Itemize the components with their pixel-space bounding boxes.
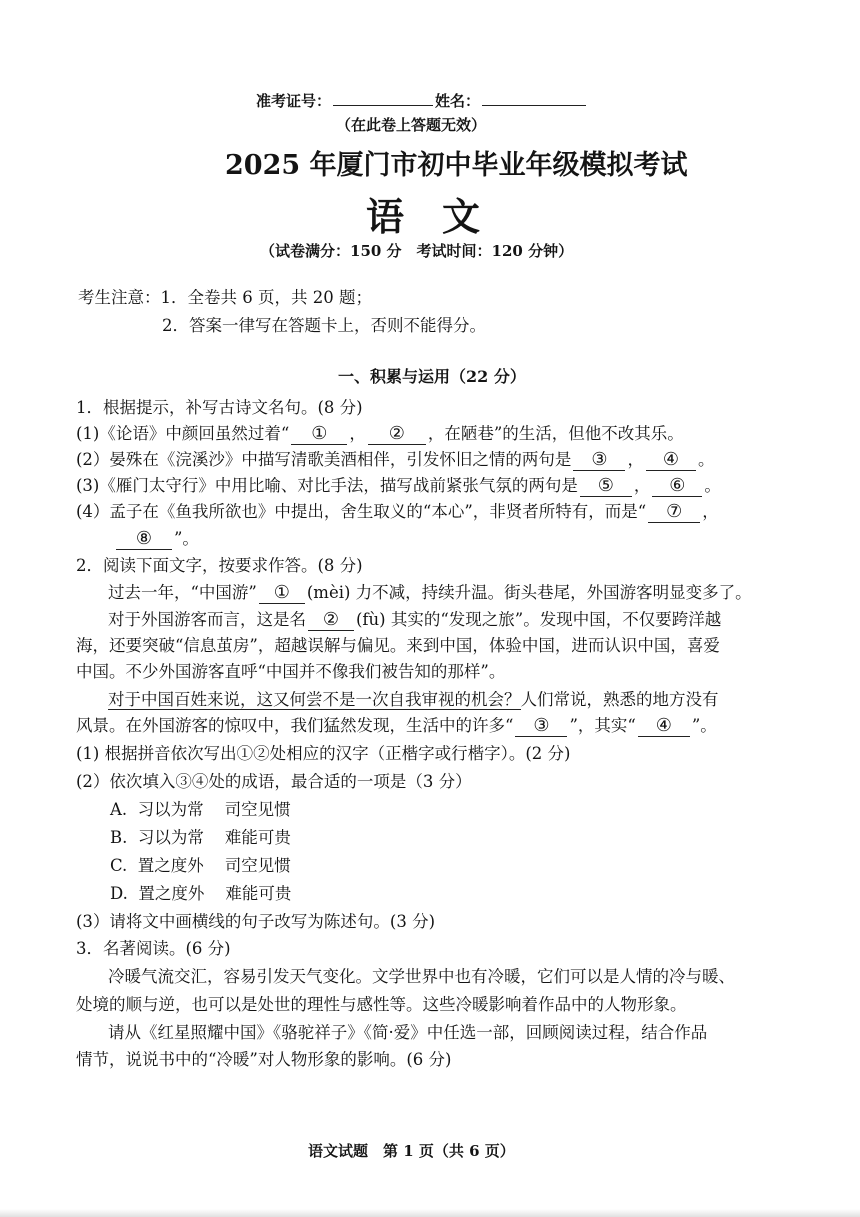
option-letter: C.	[110, 856, 128, 875]
q3-para-line-1: 冷暖气流交汇，容易引发天气变化。文学世界中也有冷暖，它们可以是人情的冷与暖、	[108, 967, 735, 986]
q3-para-line-2: 处境的顺与逆，也可以是处世的理性与感性等。这些冷暖影响着作品中的人物形象。	[76, 995, 687, 1014]
q2-blank-4: ④	[638, 716, 690, 737]
page-footer: 语文试题 第 1 页（共 6 页）	[308, 1142, 515, 1160]
option-idiom-2: 司空见惯	[224, 856, 291, 875]
ticket-label: 准考证号：	[256, 92, 332, 110]
q2-option-a	[110, 796, 291, 820]
section-heading: 一、积累与运用（22 分）	[338, 367, 526, 386]
q2-option-c	[110, 852, 291, 876]
exam-title: 2025 年厦门市初中毕业年级模拟考试	[225, 150, 688, 181]
blank-6: ⑥	[652, 476, 702, 497]
q1-sub4-text-a: (4）孟子在《鱼我所欲也》中提出，舍生取义的“本心”，非贤者所特有，而是“	[76, 502, 647, 521]
blank-1: ①	[291, 424, 347, 445]
option-idiom-2: 难能可贵	[224, 828, 291, 847]
q1-sub2-text-c: 。	[697, 450, 715, 469]
q1-sub1-text-b: ，	[349, 424, 366, 443]
blank-7: ⑦	[648, 502, 700, 523]
q1-stem: 1．根据提示，补写古诗文名句。(8 分)	[76, 398, 363, 417]
option-idiom-1: 置之度外	[137, 856, 204, 875]
blank-4: ④	[646, 450, 696, 471]
option-letter: D.	[110, 884, 128, 903]
q2-p1-text-a: 过去一年，“中国游”	[108, 583, 257, 602]
notice-item-2: 2．答案一律写在答题卡上，否则不能得分。	[162, 316, 486, 335]
option-idiom-2: 司空见惯	[224, 800, 291, 819]
q2-p2-text-a: 对于外国游客而言，这是名	[108, 610, 306, 629]
q3-para-line-4: 情节，说说书中的“冷暖”对人物形象的影响。(6 分)	[76, 1050, 452, 1069]
q1-sub3	[76, 472, 721, 497]
notice-label: 考生注意：	[78, 288, 161, 307]
blank-5: ⑤	[580, 476, 632, 497]
q2-sub1: (1) 根据拼音依次写出①②处相应的汉字（正楷字或行楷字）。(2 分)	[76, 744, 571, 763]
name-blank	[482, 105, 586, 106]
q1-sub3-text-a: (3)《雁门太守行》中用比喻、对比手法，描写战前紧张气氛的两句是	[76, 476, 578, 495]
q1-sub1	[76, 420, 684, 445]
blank-8: ⑧	[116, 529, 172, 550]
q1-sub4-text-d: ”。	[174, 529, 199, 548]
q1-sub4-text-b: ，	[702, 502, 719, 521]
q2-para-line-6	[76, 712, 717, 737]
option-idiom-1: 置之度外	[138, 884, 205, 903]
q3-stem: 3．名著阅读。(6 分)	[76, 939, 231, 958]
underlined-sentence: 对于中国百姓来说，这又何尝不是一次自我审视的机会？	[108, 690, 521, 709]
score-time: （试卷满分：150 分 考试时间：120 分钟）	[260, 242, 574, 260]
notice-item-1: 1．全卷共 6 页，共 20 题；	[160, 288, 372, 307]
q2-para-line-3: 海，还要突破“信息茧房”，超越误解与偏见。来到中国，体验中国，进而认识中国，喜爱	[76, 636, 720, 655]
q1-sub1-text-c: ，在陋巷”的生活，但他不改其乐。	[427, 424, 684, 443]
q1-sub2-text-b: ，	[627, 450, 644, 469]
ticket-name-line	[256, 90, 588, 111]
q2-sub3: (3）请将文中画横线的句子改写为陈述句。(3 分)	[76, 912, 436, 931]
option-idiom-1: 习以为常	[137, 800, 204, 819]
blank-3: ③	[573, 450, 625, 471]
q2-para-line-4: 中国。不少外国游客直呼“中国并不像我们被告知的那样”。	[76, 662, 506, 681]
q2-para-line-2	[108, 606, 721, 631]
q2-p6-text-b: ”，其实“	[569, 716, 636, 735]
q3-para-line-3: 请从《红星照耀中国》《骆驼祥子》《简·爱》中任选一部，回顾阅读过程，结合作品	[108, 1023, 708, 1042]
notice-line-1	[78, 284, 372, 308]
q1-sub1-text-a: (1)《论语》中颜回虽然过着“	[76, 424, 290, 443]
subject-title: 语 文	[366, 194, 481, 239]
blank-2: ②	[368, 424, 426, 445]
q2-para-line-5	[108, 686, 719, 710]
q2-option-b	[110, 824, 291, 848]
q1-sub2	[76, 446, 714, 471]
q2-blank-1: ①	[259, 583, 305, 604]
ticket-blank	[333, 105, 433, 106]
invalid-note: （在此卷上答题无效）	[336, 116, 487, 134]
option-idiom-2: 难能可贵	[225, 884, 292, 903]
q1-sub4-cont	[114, 525, 199, 550]
q2-p2-text-b: (fù) 其实的“发现之旅”。发现中国，不仅要跨洋越	[356, 610, 722, 629]
q1-sub4	[76, 498, 719, 523]
q2-p1-text-b: (mèi) 力不减，持续升温。街头巷尾，外国游客明显变多了。	[306, 583, 752, 602]
q2-stem: 2．阅读下面文字，按要求作答。(8 分)	[76, 556, 363, 575]
q2-blank-2: ②	[308, 610, 354, 631]
q1-sub2-text-a: (2）晏殊在《浣溪沙》中描写清歌美酒相伴，引发怀旧之情的两句是	[76, 450, 572, 469]
q2-p6-text-a: 风景。在外国游客的惊叹中，我们猛然发现，生活中的许多“	[76, 716, 514, 735]
q2-para-line-1	[108, 579, 752, 604]
q2-p6-text-c: ”。	[691, 716, 717, 735]
name-label: 姓名：	[435, 92, 481, 110]
option-letter: A.	[110, 800, 128, 819]
q1-sub3-text-c: 。	[704, 476, 721, 495]
q1-sub3-text-b: ，	[633, 476, 651, 495]
option-idiom-1: 习以为常	[137, 828, 204, 847]
q2-p5-text-b: 人们常说，熟悉的地方没有	[520, 690, 719, 709]
scan-shadow	[0, 1209, 860, 1217]
q2-sub2: (2）依次填入③④处的成语，最合适的一项是（3 分）	[76, 772, 472, 791]
option-letter: B.	[110, 828, 128, 847]
q2-blank-3: ③	[515, 716, 567, 737]
q2-option-d	[110, 880, 291, 904]
